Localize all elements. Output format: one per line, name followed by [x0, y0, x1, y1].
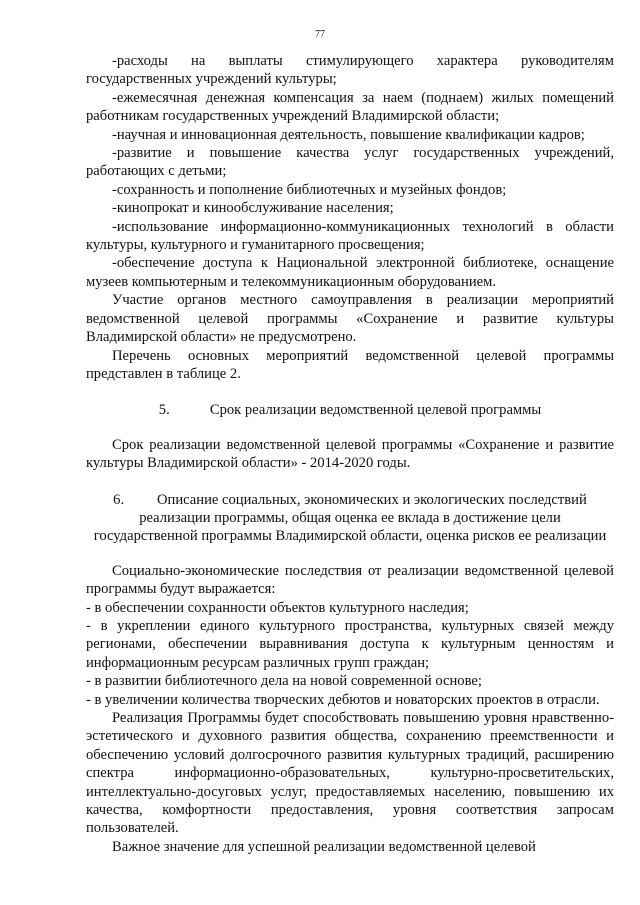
paragraph-last: Важное значение для успешной реализации ведомственной целевой [112, 838, 536, 855]
list-item: -развитие и повышение качества услуг государственных учреждений, работающих с детьми; [86, 145, 614, 180]
section-6-lead: Социально-экономические последствия от реализации ведомственной целевой программы будут выражается: [86, 562, 614, 598]
list-item: -кинопрокат и кинообслуживание населения; [112, 200, 394, 217]
paragraph-participation: Участие органов местного самоуправления в реализации мероприятий ведомственной целевой программы «Сохранение и развитие культуры Владимирской области» не предусмотрено. [86, 292, 614, 346]
section-6-title: Описание социальных, экономических и экологических последствий реализации программы, общая оценка ее вклада в достижение цели государственной программы Владимирской области, оценка рисков ее реализации [93, 491, 607, 545]
section-6-heading [86, 491, 614, 546]
list-item: -расходы на выплаты стимулирующего характера руководителям государственных учреждений культуры; [86, 53, 614, 88]
section-5-heading [86, 401, 614, 419]
page-number: 77 [315, 29, 325, 40]
list-item: -ежемесячная денежная компенсация за наем (поднаем) жилых помещений работникам государственных учреждений Владимирской области; [86, 89, 614, 125]
list-item: - в развитии библиотечного дела на новой современной основе; [86, 673, 482, 690]
list-item: - в увеличении количества творческих дебютов и новаторских проектов в отрасли. [86, 691, 600, 708]
list-item: - в укреплении единого культурного пространства, культурных связей между регионами, обеспечении выравнивания доступа к культурным ценностям и информационным ресурсам различных групп граждан; [86, 617, 614, 671]
list-item: -сохранность и пополнение библиотечных и музейных фондов; [112, 181, 507, 198]
section-5-title: Срок реализации ведомственной целевой программы [209, 402, 542, 419]
section-5-text: Срок реализации ведомственной целевой программы «Сохранение и развитие культуры Владимирской области» - 2014-2020 годы. [86, 436, 614, 472]
paragraph-list-reference: Перечень основных мероприятий ведомственной целевой программы представлен в таблице 2. [86, 347, 614, 382]
paragraph-realization: Реализация Программы будет способствовать повышению уровня нравственно-эстетического и духовного развития общества, сохранению преемственности и обеспечению условий долгосрочного развития культурных традиций, расширению спектра информационно-образовательных, культурно-просветительских, интеллектуально-досуговых услуг, предоставляемых населению, повышению их качества, комфортности предоставления, уровня соответствия запросам пользователей. [86, 710, 614, 837]
list-item: -обеспечение доступа к Национальной электронной библиотеке, оснащение музеев компьютерным и телекоммуникационным оборудованием. [86, 255, 614, 290]
list-item: -научная и инновационная деятельность, повышение квалификации кадров; [112, 126, 585, 143]
section-5-number: 5. [158, 402, 170, 419]
list-item: -использование информационно-коммуникационных технологий в области культуры, культурного и гуманитарного просвещения; [86, 218, 614, 254]
section-6-number: 6. [113, 491, 125, 508]
list-item: - в обеспечении сохранности объектов культурного наследия; [86, 599, 469, 616]
page-body [86, 52, 614, 856]
